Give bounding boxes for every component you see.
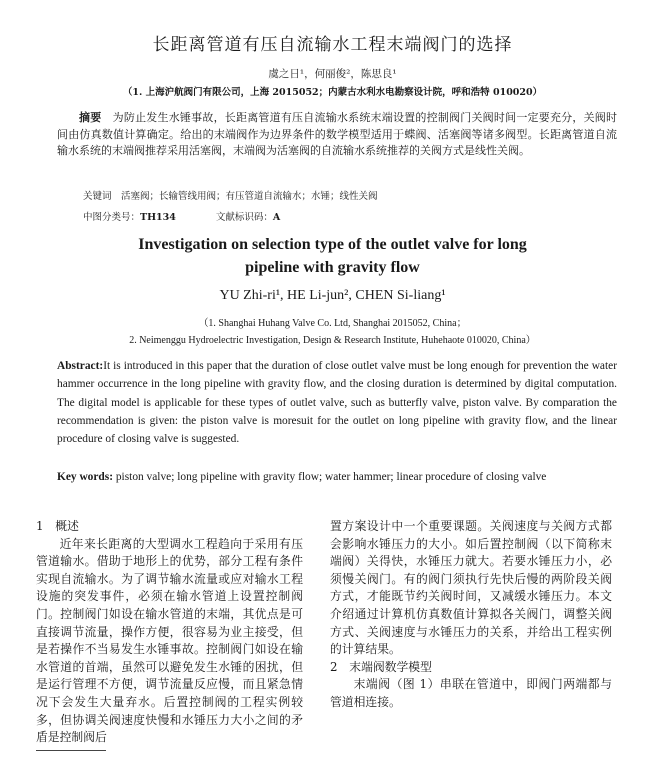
- cn-abstract-label: 摘要: [79, 111, 102, 124]
- en-abstract-label: Abstract:: [57, 360, 104, 372]
- cn-keywords-text: 活塞阀；长输管线用阀；有压管道自流输水；水锤；线性关阀: [121, 191, 378, 202]
- cn-class-value: TH134: [140, 212, 176, 223]
- en-abstract: [57, 357, 617, 448]
- section-2-text: 末端阀（图 1）串联在管道中，即阀门两端都与管道相连接。: [330, 677, 612, 709]
- en-keywords: [57, 468, 617, 486]
- section-1-title: 1 概述: [36, 519, 79, 533]
- section-1-text: 近年来长距离的大型调水工程趋向于采用有压管道输水。借助于地形上的优势，部分工程有条件实现自流输水。为了调节输水流量或应对输水工程设施的突发事件，必须在输水管道上设置控制阀门。控制阀门如设在输水管道的末端，其优点是可直接调节流量，操作方便，很容易为业主接受，但是若操作不当易发生水锤事故。控制阀门如设在输水管道的首端，虽然可以避免发生水锤的困扰，但是运行管理不方便，调节流量反应慢，而且紧急情况下会发生大量弃水。后置控制阀的工程实例较多，但协调关阀速度快慢和水锤压力大小之间的矛盾是控制阀后: [36, 536, 303, 745]
- cn-doc-label: 文献标识码：: [215, 212, 273, 223]
- cn-abstract: [57, 110, 617, 160]
- en-keywords-label: Key words:: [57, 471, 113, 483]
- en-title-line1: Investigation on selection type of the outlet valve for long: [138, 236, 527, 253]
- cn-authors: 虞之日¹，何丽俊²，陈思良¹: [268, 68, 397, 80]
- section-2-title: 2 末端阀数学模型: [330, 659, 432, 674]
- body-right-column: [330, 518, 612, 712]
- en-keywords-text: piston valve; long pipeline with gravity flow; water hammer; linear procedure of closing valve: [115, 471, 547, 483]
- body-left-column: [36, 518, 303, 747]
- en-authors: YU Zhi-ri¹, HE Li-jun², CHEN Si-liang¹: [219, 288, 446, 303]
- cn-abstract-text: 为防止发生水锤事故，长距离管道有压自流输水系统末端设置的控制阀门关阀时间一定要充分，关阀时间由仿真数值计算确定。给出的末端阀作为边界条件的数学模型适用于蝶阀、活塞阀等诸多阀型。长距离管道自流输水系统的末端阀推荐采用活塞阀，末端阀为活塞阀的自流输水系统推荐的关阀方式是线性关阀。: [57, 111, 618, 157]
- en-abstract-text: It is introduced in this paper that the duration of close outlet valve must be long enough for prevention the water hammer occurrence in the long pipeline with gravity flow, and the closing duration is determined by digital computation. The digital model is applicable for these types of outlet valve, such as butterfly valve, piston valve. By comparation the recommendation is given: the piston valve is moresuit for the outlet on long pipeline with gravity flow, and the linear procedure of closing valve is suggested.: [57, 360, 617, 446]
- en-affiliation-2: 2. Neimenggu Hydroelectric Investigation, Design & Research Institute, Huhehaote 010020, China）: [129, 335, 536, 346]
- cn-keywords: [83, 188, 378, 202]
- cn-keywords-label: 关键词: [83, 191, 112, 202]
- cn-title: 长距离管道有压自流输水工程末端阀门的选择: [152, 35, 513, 55]
- cn-affiliations: （1. 上海沪航阀门有限公司，上海 2015052；内蒙古水利水电勘察设计院，呼和浩特 010020）: [122, 87, 543, 98]
- cn-classification: [83, 209, 280, 223]
- cn-doc-value: A: [272, 212, 281, 223]
- en-title: [0, 233, 665, 279]
- section-1-continued: 置方案设计中一个重要课题。关阀速度与关阀方式都会影响水锤压力的大小。如后置控制阀（以下简称末端阀）关得快，水锤压力就大。若要水锤压力小，必须慢关阀门。有的阀门须执行先快后慢的两阶段关阀方式，才能既节约关阀时间，又减缓水锤压力。本文介绍通过计算机仿真数值计算拟各关阀门，调整关阀方式、关阀速度与水锤压力的关系，并给出工程实例的计算结果。: [330, 519, 612, 657]
- footnote-rule: [36, 750, 106, 751]
- cn-class-label: 中图分类号：: [83, 212, 141, 223]
- en-title-line2: pipeline with gravity flow: [245, 259, 420, 276]
- en-affiliation-1: （1. Shanghai Huhang Valve Co. Ltd, Shanghai 2015052, China；: [198, 318, 467, 329]
